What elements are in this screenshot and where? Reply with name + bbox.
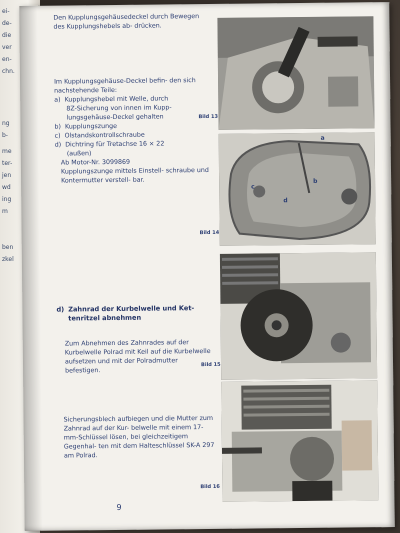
parts-list-item: lungsgehäuse-Deckel gehalten bbox=[54, 113, 164, 122]
prev-page-fragment: wd bbox=[2, 184, 11, 191]
heading-text: Zahnrad der Kurbelwelle und Ket- tenritzel abnehmen bbox=[68, 304, 195, 323]
prev-page-fragment: chn. bbox=[2, 68, 15, 75]
paragraph: Den Kupplungsgehäusedeckel durch Bewegen des Kupplungshebels ab- drücken. bbox=[53, 13, 200, 31]
figure-14-label-d: d bbox=[283, 197, 288, 205]
parts-list-item: 8Z-Sicherung von innen im Kupp- bbox=[54, 104, 172, 113]
parts-list-item: b) Kupplungszunge bbox=[54, 122, 118, 131]
prev-page-fragment: die bbox=[2, 32, 12, 39]
figure-14-label-c: c bbox=[251, 183, 255, 191]
section-gear-removal bbox=[56, 304, 217, 376]
parts-intro: Im Kupplungsgehäuse-Deckel befin- den sich nachstehende Teile: bbox=[54, 77, 196, 95]
section-clutch-cover-removal bbox=[53, 12, 203, 32]
figure-14-caption: Bild 14 bbox=[199, 229, 220, 237]
parts-list-item: (außen) bbox=[54, 150, 92, 158]
prev-page-fragment: ter- bbox=[2, 160, 13, 167]
figure-14-photo bbox=[219, 132, 376, 246]
figure-16-photo bbox=[221, 380, 378, 502]
parts-list-item: a) Kupplungshebel mit Welle, durch bbox=[54, 95, 169, 104]
prev-page-fragment: ver bbox=[2, 44, 12, 51]
manual-page bbox=[19, 2, 394, 531]
figure-14-label-b: b bbox=[313, 177, 318, 185]
figure-14-label-a: a bbox=[320, 134, 325, 142]
figure-16-caption: Bild 16 bbox=[200, 483, 220, 491]
adjustment-note: Kupplungszunge mittels Einstell- schraube und Kontermutter verstell- bar. bbox=[60, 166, 209, 185]
figure-15-photo bbox=[220, 252, 377, 380]
paragraph: Sicherungsblech aufbiegen und die Mutter zum Zahnrad auf der Kur- belwelle mit einem 17-mm-Schlüssel lösen, bei gleichzeitigem Gegenhal- ten mit dem Halteschlüssel SK-A 297 am Polrad. bbox=[63, 414, 215, 460]
prev-page-fragment: m bbox=[2, 208, 8, 215]
prev-page-fragment: ben bbox=[2, 244, 14, 251]
prev-page-fragment: ing bbox=[2, 196, 12, 203]
prev-page-fragment: jen bbox=[2, 172, 12, 179]
prev-page-fragment: b- bbox=[2, 132, 8, 139]
figure-13-caption: Bild 13 bbox=[198, 113, 218, 121]
page-number: 9 bbox=[116, 502, 122, 512]
section-lock-washer bbox=[64, 414, 216, 461]
prev-page-fragment: ei- bbox=[2, 8, 10, 15]
figure-15-caption: Bild 15 bbox=[201, 361, 221, 369]
parts-list-item: c) Olstandskontrollschraube bbox=[54, 131, 145, 140]
parts-list-item: d) Dichtring für Tretachse 16 × 22 bbox=[54, 140, 165, 149]
prev-page-fragment: me bbox=[2, 148, 12, 155]
prev-page-fragment: de- bbox=[2, 20, 12, 27]
prev-page-fragment: ng bbox=[2, 120, 10, 127]
prev-page-fragment: en- bbox=[2, 56, 12, 63]
prev-page-fragment: zkel bbox=[2, 256, 14, 263]
heading-prefix: d) bbox=[56, 305, 65, 314]
section-clutch-cover-parts bbox=[54, 76, 211, 186]
figure-13-photo bbox=[217, 16, 374, 130]
section-heading bbox=[56, 304, 216, 324]
motor-number: Ab Motor-Nr. 3099869 bbox=[60, 158, 131, 167]
paragraph: Zum Abnehmen des Zahnrades auf der Kurbelwelle Polrad mit Keil auf die Kurbelwelle aufsetzen und mit der Polradmutter befestigen. bbox=[64, 339, 211, 375]
